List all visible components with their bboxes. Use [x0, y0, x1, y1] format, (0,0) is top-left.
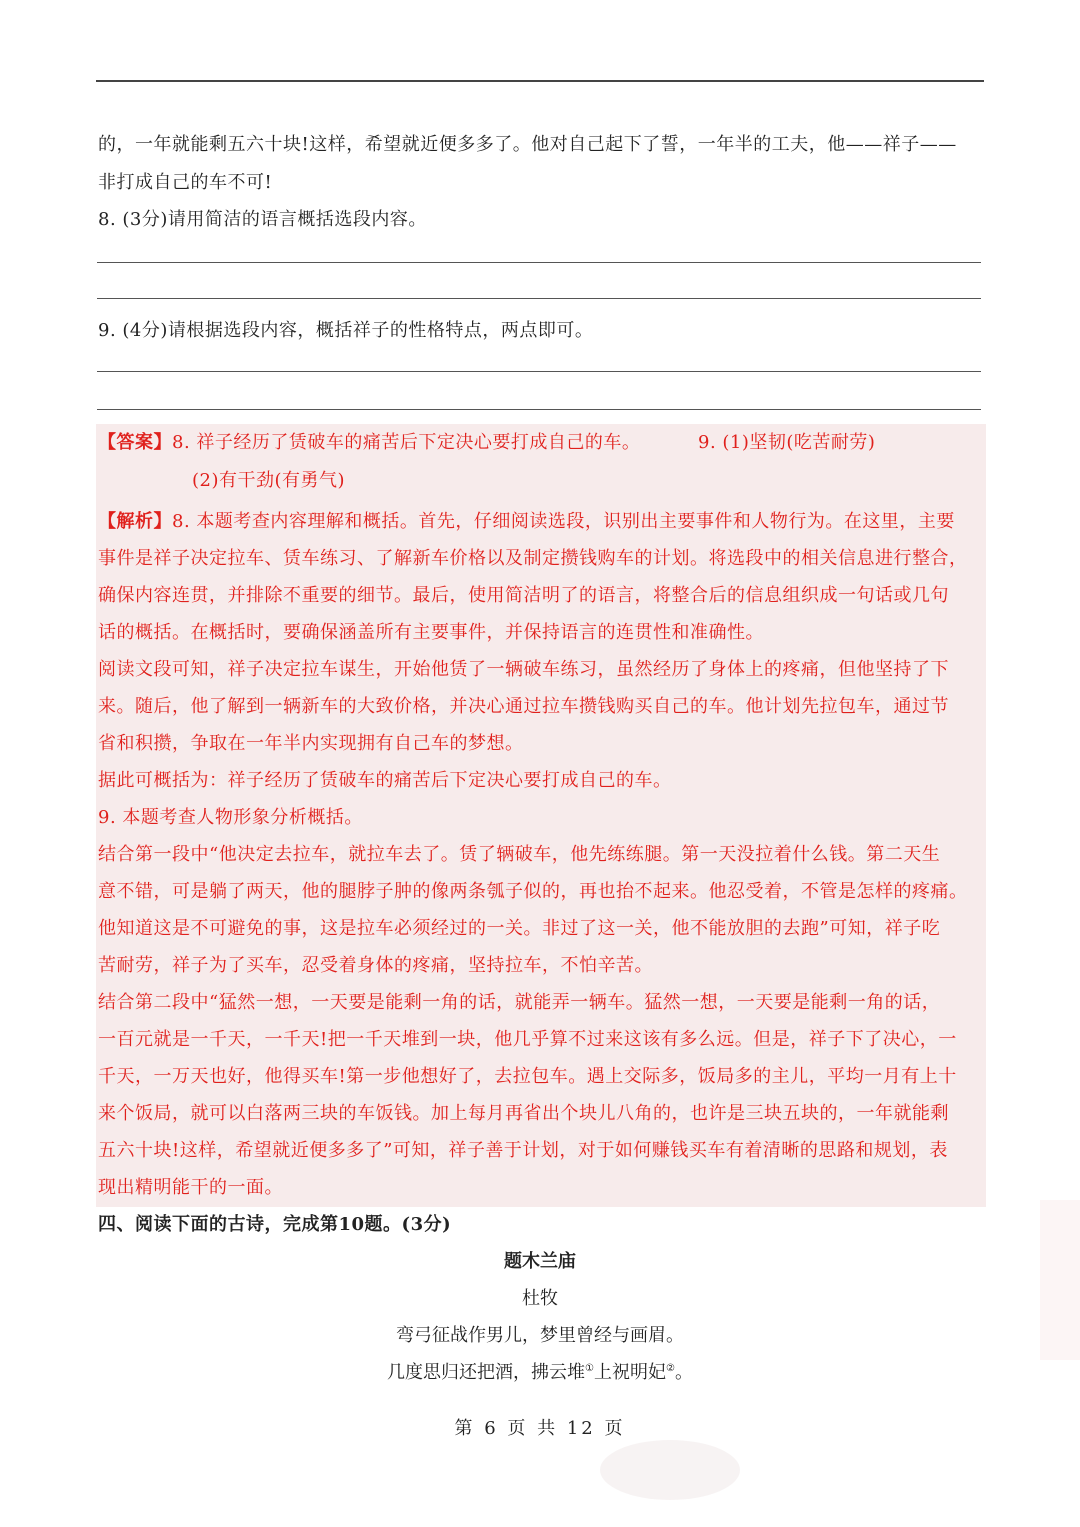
analysis-line: 确保内容连贯，并排除不重要的细节。最后，使用简洁明了的语言，将整合后的信息组织成一句话或几句 [98, 585, 949, 606]
poem-line-1: 弯弓征战作男儿，梦里曾经与画眉。 [396, 1325, 684, 1346]
answer-blank-line [97, 262, 981, 263]
analysis-line: 据此可概括为：祥子经历了赁破车的痛苦后下定决心要打成自己的车。 [98, 770, 672, 791]
scan-smudge [1040, 1200, 1080, 1360]
poem-title: 题木兰庙 [504, 1251, 576, 1272]
answer-9-part1: 9. (1)坚韧(吃苦耐劳) [698, 432, 876, 453]
analysis-line: 一百元就是一千天，一千天!把一千天堆到一块，他几乎算不过来这该有多么远。但是，祥子下了决心，一 [98, 1029, 957, 1050]
answer-tag: 【答案】 [98, 432, 172, 453]
passage-line-2: 非打成自己的车不可! [98, 172, 273, 193]
question-9: 9. (4分)请根据选段内容，概括祥子的性格特点，两点即可。 [98, 320, 594, 341]
analysis-line: 意不错，可是躺了两天，他的腿脖子肿的像两条瓠子似的，再也抬不起来。他忍受着，不管是怎样的疼痛。 [98, 881, 968, 902]
analysis-line: 结合第二段中“猛然一想，一天要是能剩一角的话，就能弄一辆车。猛然一想，一天要是能剩一角的话， [98, 992, 941, 1013]
poem-author: 杜牧 [522, 1288, 558, 1309]
section-4-heading: 四、阅读下面的古诗，完成第10题。(3分) [98, 1214, 452, 1235]
answer-blank-line [97, 409, 981, 410]
question-8: 8. (3分)请用简洁的语言概括选段内容。 [98, 209, 427, 230]
passage-line-1: 的，一年就能剩五六十块!这样，希望就近便多多了。他对自己起下了誓，一年半的工夫，他——祥子—— [98, 134, 957, 155]
answer-9-part2: (2)有干劲(有勇气) [192, 470, 346, 491]
header-rule [96, 80, 984, 82]
analysis-line: 来个饭局，就可以白落两三块的车饭钱。加上每月再省出个块儿八角的，也许是三块五块的，一年就能剩 [98, 1103, 949, 1124]
answer-8: 8. 祥子经历了赁破车的痛苦后下定决心要打成自己的车。 [172, 432, 641, 453]
analysis-line: 千天，一万天也好，他得买车!第一步他想好了，去拉包车。遇上交际多，饭局多的主儿，平均一月有上十 [98, 1066, 957, 1087]
scan-smudge [600, 1440, 740, 1500]
analysis-line: 来。随后，他了解到一辆新车的大致价格，并决心通过拉车攒钱购买自己的车。他计划先拉包车，通过节 [98, 696, 949, 717]
analysis-line: 9. 本题考查人物形象分析概括。 [98, 807, 363, 828]
analysis-line: 苦耐劳，祥子为了买车，忍受着身体的疼痛，坚持拉车，不怕辛苦。 [98, 955, 653, 976]
footnote-marker: ② [666, 1363, 675, 1374]
analysis-line: 事件是祥子决定拉车、赁车练习、了解新车价格以及制定攒钱购车的计划。将选段中的相关信息进行整合， [98, 548, 968, 569]
answer-blank-line [97, 371, 981, 372]
analysis-line: 结合第一段中“他决定去拉车，就拉车去了。赁了辆破车，他先练练腿。第一天没拉着什么钱。第二天生 [98, 844, 941, 865]
analysis-line: 阅读文段可知，祥子决定拉车谋生，开始他赁了一辆破车练习，虽然经历了身体上的疼痛，但他坚持了下 [98, 659, 949, 680]
analysis-line: 话的概括。在概括时，要确保涵盖所有主要事件，并保持语言的连贯性和准确性。 [98, 622, 764, 643]
analysis-line: 五六十块!这样，希望就近便多多了”可知，祥子善于计划，对于如何赚钱买车有着清晰的思路和规划，表 [98, 1140, 948, 1161]
analysis-line: 【解析】8. 本题考查内容理解和概括。首先，仔细阅读选段，识别出主要事件和人物行为。在这里，主要 [98, 511, 955, 532]
footnote-marker: ① [585, 1363, 594, 1374]
answer-line-1 [98, 428, 640, 454]
analysis-tag: 【解析】 [98, 511, 172, 532]
analysis-line: 现出精明能干的一面。 [98, 1177, 283, 1198]
poem-line-2: 几度思归还把酒，拂云堆①上祝明妃②。 [387, 1362, 693, 1383]
page-number: 第 6 页 共 12 页 [454, 1418, 626, 1439]
answer-blank-line [97, 298, 981, 299]
analysis-line: 他知道这是不可避免的事，这是拉车必须经过的一关。非过了这一关，他不能放胆的去跑”可知，祥子吃 [98, 918, 941, 939]
analysis-line: 省和积攒，争取在一年半内实现拥有自己车的梦想。 [98, 733, 524, 754]
